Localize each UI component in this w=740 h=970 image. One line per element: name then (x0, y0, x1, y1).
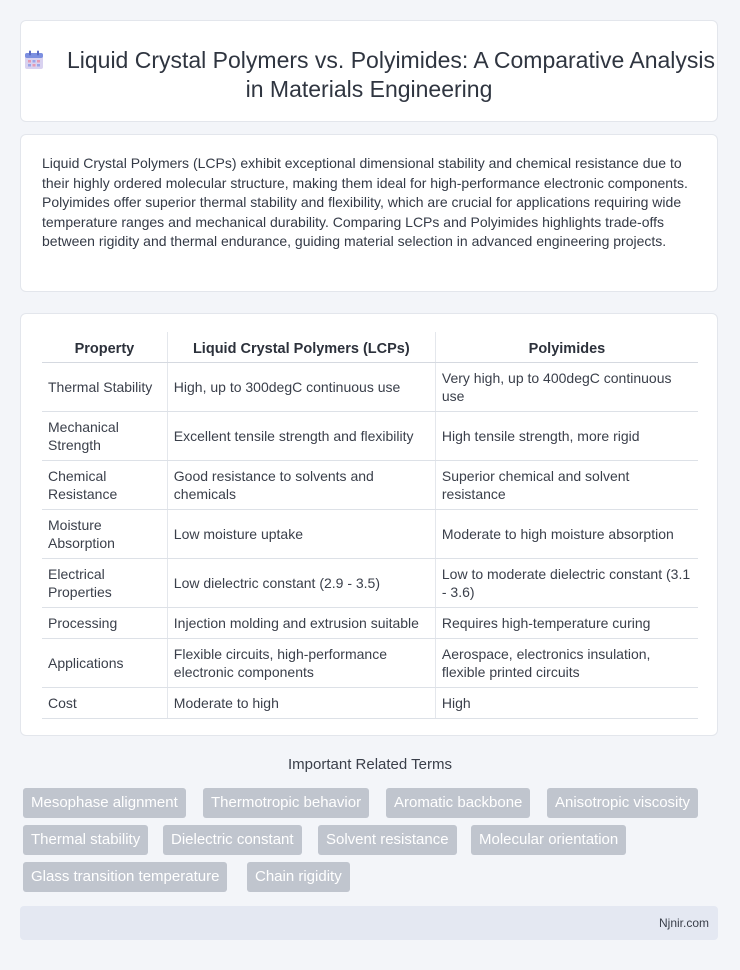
header-property: Property (42, 332, 167, 363)
lcp-cell: Low dielectric constant (2.9 - 3.5) (167, 559, 435, 608)
table-row (42, 412, 698, 461)
table-row (42, 461, 698, 510)
tag-molecular-orientation[interactable]: Molecular orientation (471, 825, 626, 855)
tag-chain-rigidity[interactable]: Chain rigidity (247, 862, 350, 892)
calendar-icon (23, 49, 45, 71)
polyimide-cell: Very high, up to 400degC continuous use (435, 363, 698, 412)
related-terms-title: Important Related Terms (288, 756, 452, 773)
table-header-row (42, 332, 698, 363)
property-cell: Applications (42, 639, 167, 688)
title-card (20, 20, 718, 122)
tag-solvent-resistance[interactable]: Solvent resistance (318, 825, 457, 855)
polyimide-cell: High tensile strength, more rigid (435, 412, 698, 461)
summary-text: Liquid Crystal Polymers (LCPs) exhibit exceptional dimensional stability and chemical resistance due to their highly ordered molecular structure, making them ideal for high-performance electronic components. Polyimides offer superior thermal stability and flexibility, which are crucial for applications requiring wide temperature ranges and mechanical durability. Comparing LCPs and Polyimides highlights trade-offs between rigidity and thermal endurance, guiding material selection in advanced engineering projects. (42, 155, 688, 249)
table-row (42, 363, 698, 412)
property-cell: Chemical Resistance (42, 461, 167, 510)
summary-card (20, 134, 718, 292)
polyimide-cell: Aerospace, electronics insulation, flexible printed circuits (435, 639, 698, 688)
footer-site[interactable]: Njnir.com (658, 916, 709, 930)
table-row (42, 510, 698, 559)
tag-mesophase-alignment[interactable]: Mesophase alignment (23, 788, 186, 818)
tag-thermotropic-behavior[interactable]: Thermotropic behavior (203, 788, 369, 818)
page-title-text: Liquid Crystal Polymers vs. Polyimides: A Comparative Analysis in Materials Engineering (66, 47, 716, 102)
polyimide-cell: Low to moderate dielectric constant (3.1 - 3.6) (435, 559, 698, 608)
header-lcp: Liquid Crystal Polymers (LCPs) (167, 332, 435, 363)
polyimide-cell: Requires high-temperature curing (435, 608, 698, 639)
lcp-cell: Moderate to high (167, 688, 435, 719)
table-row (42, 639, 698, 688)
lcp-cell: High, up to 300degC continuous use (167, 363, 435, 412)
comparison-table (42, 332, 698, 719)
property-cell: Mechanical Strength (42, 412, 167, 461)
property-cell: Thermal Stability (42, 363, 167, 412)
lcp-cell: Excellent tensile strength and flexibility (167, 412, 435, 461)
comparison-table-card (20, 313, 718, 736)
tag-aromatic-backbone[interactable]: Aromatic backbone (386, 788, 530, 818)
polyimide-cell: High (435, 688, 698, 719)
table-row (42, 559, 698, 608)
polyimide-cell: Moderate to high moisture absorption (435, 510, 698, 559)
property-cell: Electrical Properties (42, 559, 167, 608)
header-polyimide: Polyimides (435, 332, 698, 363)
tag-glass-transition-temperature[interactable]: Glass transition temperature (23, 862, 227, 892)
polyimide-cell: Superior chemical and solvent resistance (435, 461, 698, 510)
tag-anisotropic-viscosity[interactable]: Anisotropic viscosity (547, 788, 698, 818)
lcp-cell: Low moisture uptake (167, 510, 435, 559)
table-row (42, 688, 698, 719)
property-cell: Moisture Absorption (42, 510, 167, 559)
page-title (21, 46, 717, 104)
lcp-cell: Flexible circuits, high-performance electronic components (167, 639, 435, 688)
property-cell: Processing (42, 608, 167, 639)
property-cell: Cost (42, 688, 167, 719)
lcp-cell: Injection molding and extrusion suitable (167, 608, 435, 639)
table-row (42, 608, 698, 639)
tag-dielectric-constant[interactable]: Dielectric constant (163, 825, 302, 855)
lcp-cell: Good resistance to solvents and chemicals (167, 461, 435, 510)
footer (20, 906, 718, 940)
tag-thermal-stability[interactable]: Thermal stability (23, 825, 148, 855)
